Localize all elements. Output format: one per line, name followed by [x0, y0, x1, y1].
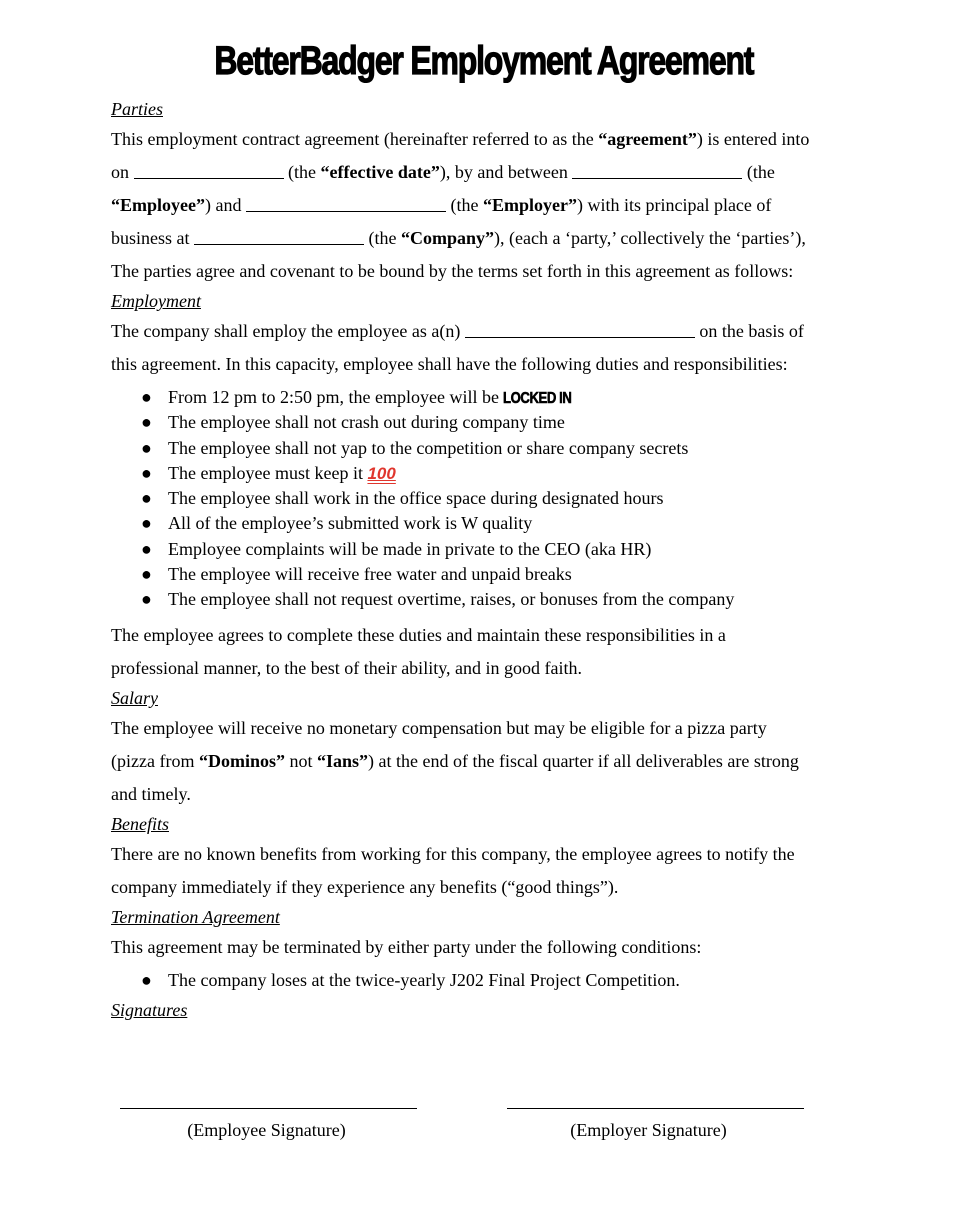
bullet-icon: ● — [141, 564, 152, 585]
duties-list — [111, 385, 871, 613]
bullet-icon: ● — [141, 488, 152, 509]
text: (the — [364, 228, 401, 248]
duty-text: The employee shall not crash out during company time — [168, 412, 565, 433]
bold-term: “effective date” — [320, 162, 440, 182]
list-item — [111, 587, 871, 612]
text: ), by and between — [439, 162, 573, 182]
text: ) at the end of the fiscal quarter if all deliverables are strong — [368, 750, 799, 771]
text: ) is entered into — [696, 129, 810, 149]
text: and timely. — [111, 783, 191, 804]
bullet-icon: ● — [141, 437, 152, 458]
parties-paragraph — [111, 123, 871, 288]
bullet-icon: ● — [141, 969, 152, 990]
text: (the — [283, 162, 321, 182]
text: (the — [742, 162, 775, 182]
heading-benefits: Benefits — [111, 813, 169, 834]
list-item — [111, 436, 871, 461]
list-item — [111, 385, 871, 410]
locked-in-text: LOCKED IN — [503, 390, 572, 407]
list-item — [111, 410, 871, 435]
employer-name-blank[interactable] — [246, 193, 446, 212]
duty-text: The employee must keep it — [168, 462, 368, 483]
text: The company shall employ the employee as a(n) — [111, 321, 465, 341]
text: ) and — [205, 195, 246, 215]
text: This employment contract agreement (hereinafter referred to as the — [111, 129, 599, 149]
bold-term: “agreement” — [598, 129, 697, 149]
effective-date-blank[interactable] — [134, 160, 284, 179]
document-body — [111, 96, 871, 1024]
employer-signature-label: (Employer Signature) — [570, 1120, 727, 1140]
bold-term: “Ians” — [316, 750, 369, 771]
text: company immediately if they experience any benefits (“good things”). — [111, 876, 619, 897]
duty-text: Employee complaints will be made in private to the CEO (aka HR) — [168, 538, 652, 559]
list-item — [111, 562, 871, 587]
duty-text: The employee shall not request overtime, raises, or bonuses from the company — [168, 589, 735, 610]
bullet-icon: ● — [141, 589, 152, 610]
termination-paragraph — [111, 931, 871, 964]
text: on the basis of — [694, 321, 804, 341]
text: The employee will receive no monetary compensation but may be eligible for a pizza party — [111, 717, 767, 738]
heading-salary: Salary — [111, 687, 158, 708]
employment-closing-paragraph — [111, 619, 871, 685]
heading-termination: Termination Agreement — [111, 906, 280, 927]
duty-text: The employee shall work in the office space during designated hours — [168, 488, 664, 509]
bold-term: “Employer” — [482, 195, 577, 215]
condition-text: The company loses at the twice-yearly J202 Final Project Competition. — [168, 969, 680, 990]
duty-text: From 12 pm to 2:50 pm, the employee will be — [168, 387, 504, 407]
benefits-paragraph — [111, 838, 871, 904]
text: The parties agree and covenant to be bound by the terms set forth in this agreement as follows: — [111, 261, 794, 281]
salary-paragraph — [111, 712, 871, 811]
list-item — [111, 511, 871, 536]
heading-employment: Employment — [111, 291, 201, 311]
heading-signatures: Signatures — [111, 999, 188, 1020]
text: professional manner, to the best of their ability, and in good faith. — [111, 657, 582, 678]
text: not — [284, 750, 317, 771]
employee-signature-line[interactable] — [120, 1108, 417, 1109]
duty-text: The employee shall not yap to the competition or share company secrets — [168, 437, 689, 458]
employee-name-blank[interactable] — [572, 160, 742, 179]
text: on — [111, 162, 134, 182]
text: ), (each a ‘party,’ collectively the ‘parties’), — [494, 228, 806, 248]
bullet-icon: ● — [141, 462, 152, 483]
list-item — [111, 461, 871, 486]
bullet-icon: ● — [141, 412, 152, 433]
text: There are no known benefits from working for this company, the employee agrees to notify the — [111, 843, 795, 864]
list-item — [111, 486, 871, 511]
text: This agreement may be terminated by either party under the following conditions: — [111, 936, 702, 957]
termination-conditions-list — [111, 964, 871, 997]
text: business at — [111, 228, 194, 248]
duty-text: All of the employee’s submitted work is W quality — [168, 513, 533, 534]
employment-paragraph — [111, 315, 871, 381]
text: (pizza from — [111, 750, 199, 771]
bullet-icon: ● — [141, 387, 152, 407]
employee-signature-label: (Employee Signature) — [187, 1120, 346, 1140]
bullet-icon: ● — [141, 513, 152, 534]
title-wrap — [0, 36, 968, 86]
hundred-points-icon: 100 — [367, 463, 396, 483]
document-title: BetterBadger Employment Agreement — [214, 39, 754, 83]
list-item — [111, 537, 871, 562]
business-address-blank[interactable] — [194, 226, 364, 245]
text: ) with its principal place of — [576, 195, 772, 215]
job-title-blank[interactable] — [465, 319, 695, 338]
bold-term: “Dominos” — [198, 750, 285, 771]
list-item — [111, 964, 871, 997]
bold-term: “Company” — [400, 228, 494, 248]
bold-term: “Employee” — [111, 195, 205, 215]
heading-parties: Parties — [111, 99, 163, 119]
duty-text: The employee will receive free water and unpaid breaks — [168, 564, 572, 585]
employer-signature-line[interactable] — [507, 1108, 804, 1109]
signature-area — [0, 1100, 968, 1160]
text: The employee agrees to complete these duties and maintain these responsibilities in a — [111, 624, 726, 645]
text: (the — [445, 195, 483, 215]
bullet-icon: ● — [141, 538, 152, 559]
text: this agreement. In this capacity, employee shall have the following duties and responsibilities: — [111, 354, 788, 374]
